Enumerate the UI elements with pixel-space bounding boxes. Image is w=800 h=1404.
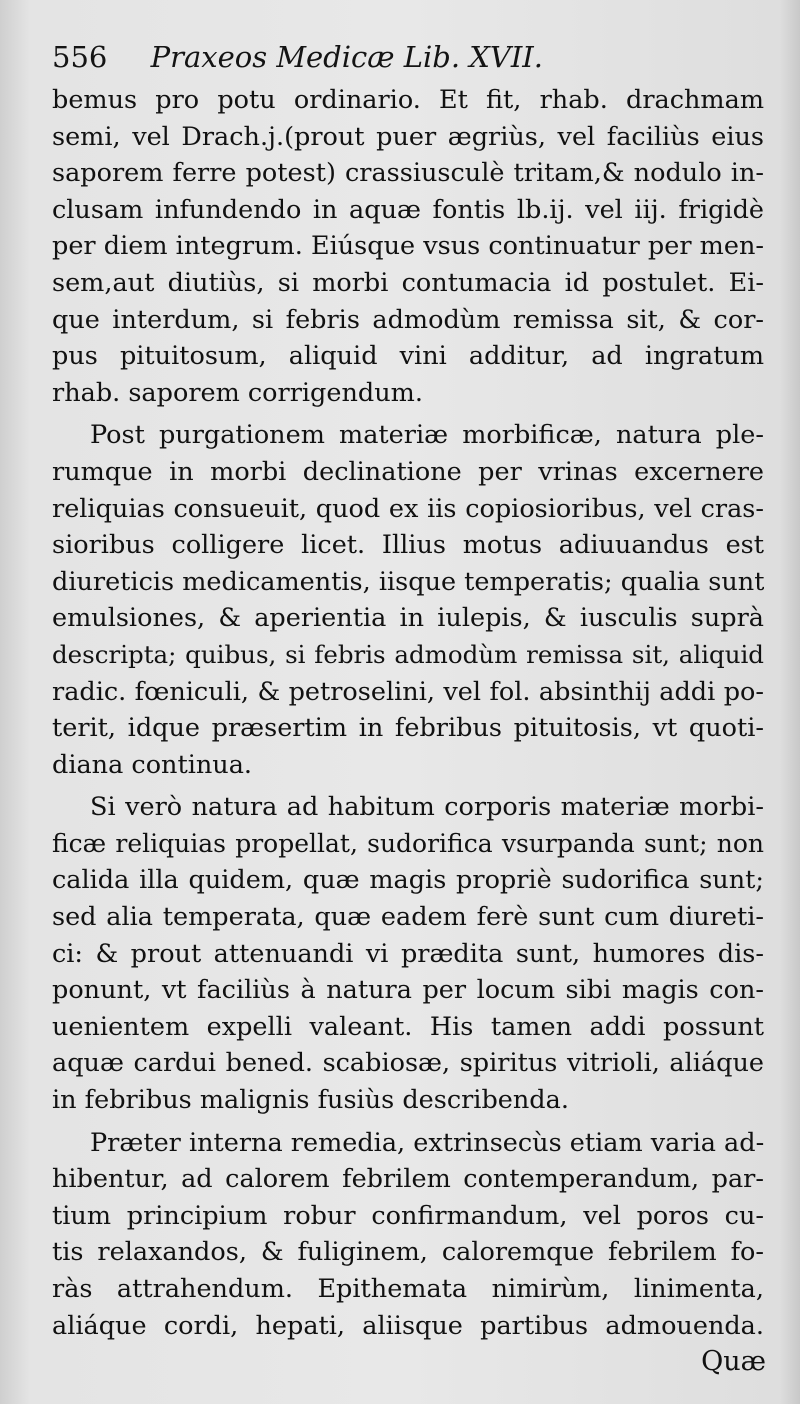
text-line: terit, idque præsertim in febribus pituitosis, vt quoti- bbox=[52, 713, 764, 744]
body-text bbox=[52, 82, 764, 1344]
text-line: hibentur, ad calorem febrilem contemperandum, par- bbox=[52, 1164, 764, 1195]
paragraph bbox=[52, 789, 764, 1118]
paragraph bbox=[52, 417, 764, 783]
text-line: saporem ferre potest) crassiusculè tritam,& nodulo in- bbox=[52, 158, 764, 189]
text-line: Præter interna remedia, extrinsecùs etiam varia ad- bbox=[90, 1127, 764, 1158]
text-line: tis relaxandos, & fuliginem, caloremque febrilem fo- bbox=[52, 1237, 764, 1268]
text-line: per diem integrum. Eiúsque vsus continuatur per men- bbox=[52, 231, 764, 262]
text-line: bemus pro potu ordinario. Et fit, rhab. drachmam bbox=[52, 85, 764, 115]
running-title: Praxeos Medicæ Lib. XVII. bbox=[150, 40, 543, 74]
page-number: 556 bbox=[52, 40, 108, 74]
paragraph bbox=[52, 1125, 764, 1345]
text-line: rhab. saporem corrigendum. bbox=[52, 377, 423, 408]
paragraph bbox=[52, 82, 764, 411]
text-line: clusam infundendo in aquæ fontis lb.ij. vel iij. frigidè bbox=[52, 194, 764, 225]
text-line: ràs attrahendum. Epithemata nimirùm, linimenta, bbox=[52, 1274, 764, 1304]
text-line: sed alia temperata, quæ eadem ferè sunt cum diureti- bbox=[52, 902, 764, 933]
text-line: aliáque cordi, hepati, aliisque partibus admouenda. bbox=[52, 1310, 764, 1341]
text-line: rumque in morbi declinatione per vrinas excernere bbox=[52, 456, 764, 487]
catchword: Quæ bbox=[701, 1346, 766, 1377]
text-line: descripta; quibus, si febris admodùm remissa sit, aliquid bbox=[52, 639, 764, 669]
text-line: tium principium robur confirmandum, vel poros cu- bbox=[52, 1200, 764, 1231]
text-line: pus pituitosum, aliquid vini additur, ad ingratum bbox=[52, 341, 764, 372]
text-line: ci: & prout attenuandi vi prædita sunt, humores dis- bbox=[52, 938, 764, 969]
text-line: semi, vel Drach.j.(prout puer ægriùs, vel faciliùs eius bbox=[52, 121, 764, 152]
text-line: sioribus colligere licet. Illius motus adiuuandus est bbox=[52, 530, 764, 561]
text-line: calida illa quidem, quæ magis propriè sudorifica sunt; bbox=[52, 865, 764, 896]
running-header bbox=[52, 40, 772, 86]
text-line: uenientem expelli valeant. His tamen addi possunt bbox=[52, 1011, 764, 1042]
text-line: que interdum, si febris admodùm remissa sit, & cor- bbox=[52, 304, 764, 335]
text-line: Si verò natura ad habitum corporis materiæ morbi- bbox=[90, 792, 764, 823]
text-line: emulsiones, & aperientia in iulepis, & iusculis suprà bbox=[52, 603, 764, 634]
text-line: ficæ reliquias propellat, sudorifica vsurpanda sunt; non bbox=[52, 828, 764, 858]
text-line: sem,aut diutiùs, si morbi contumacia id postulet. Ei- bbox=[52, 267, 764, 298]
text-line: radic. fœniculi, & petroselini, vel fol. absinthij addi po- bbox=[52, 676, 764, 707]
text-line: reliquias consueuit, quod ex iis copiosioribus, vel cras- bbox=[52, 493, 764, 524]
text-line: aquæ cardui bened. scabiosæ, spiritus vitrioli, aliáque bbox=[52, 1048, 764, 1079]
text-line: diana continua. bbox=[52, 749, 253, 780]
text-line: diureticis medicamentis, iisque temperatis; qualia sunt bbox=[52, 566, 764, 597]
text-line: in febribus malignis fusiùs describenda. bbox=[52, 1085, 569, 1116]
text-line: Post purgationem materiæ morbificæ, natura ple- bbox=[90, 420, 764, 451]
text-line: ponunt, vt faciliùs à natura per locum sibi magis con- bbox=[52, 975, 764, 1006]
